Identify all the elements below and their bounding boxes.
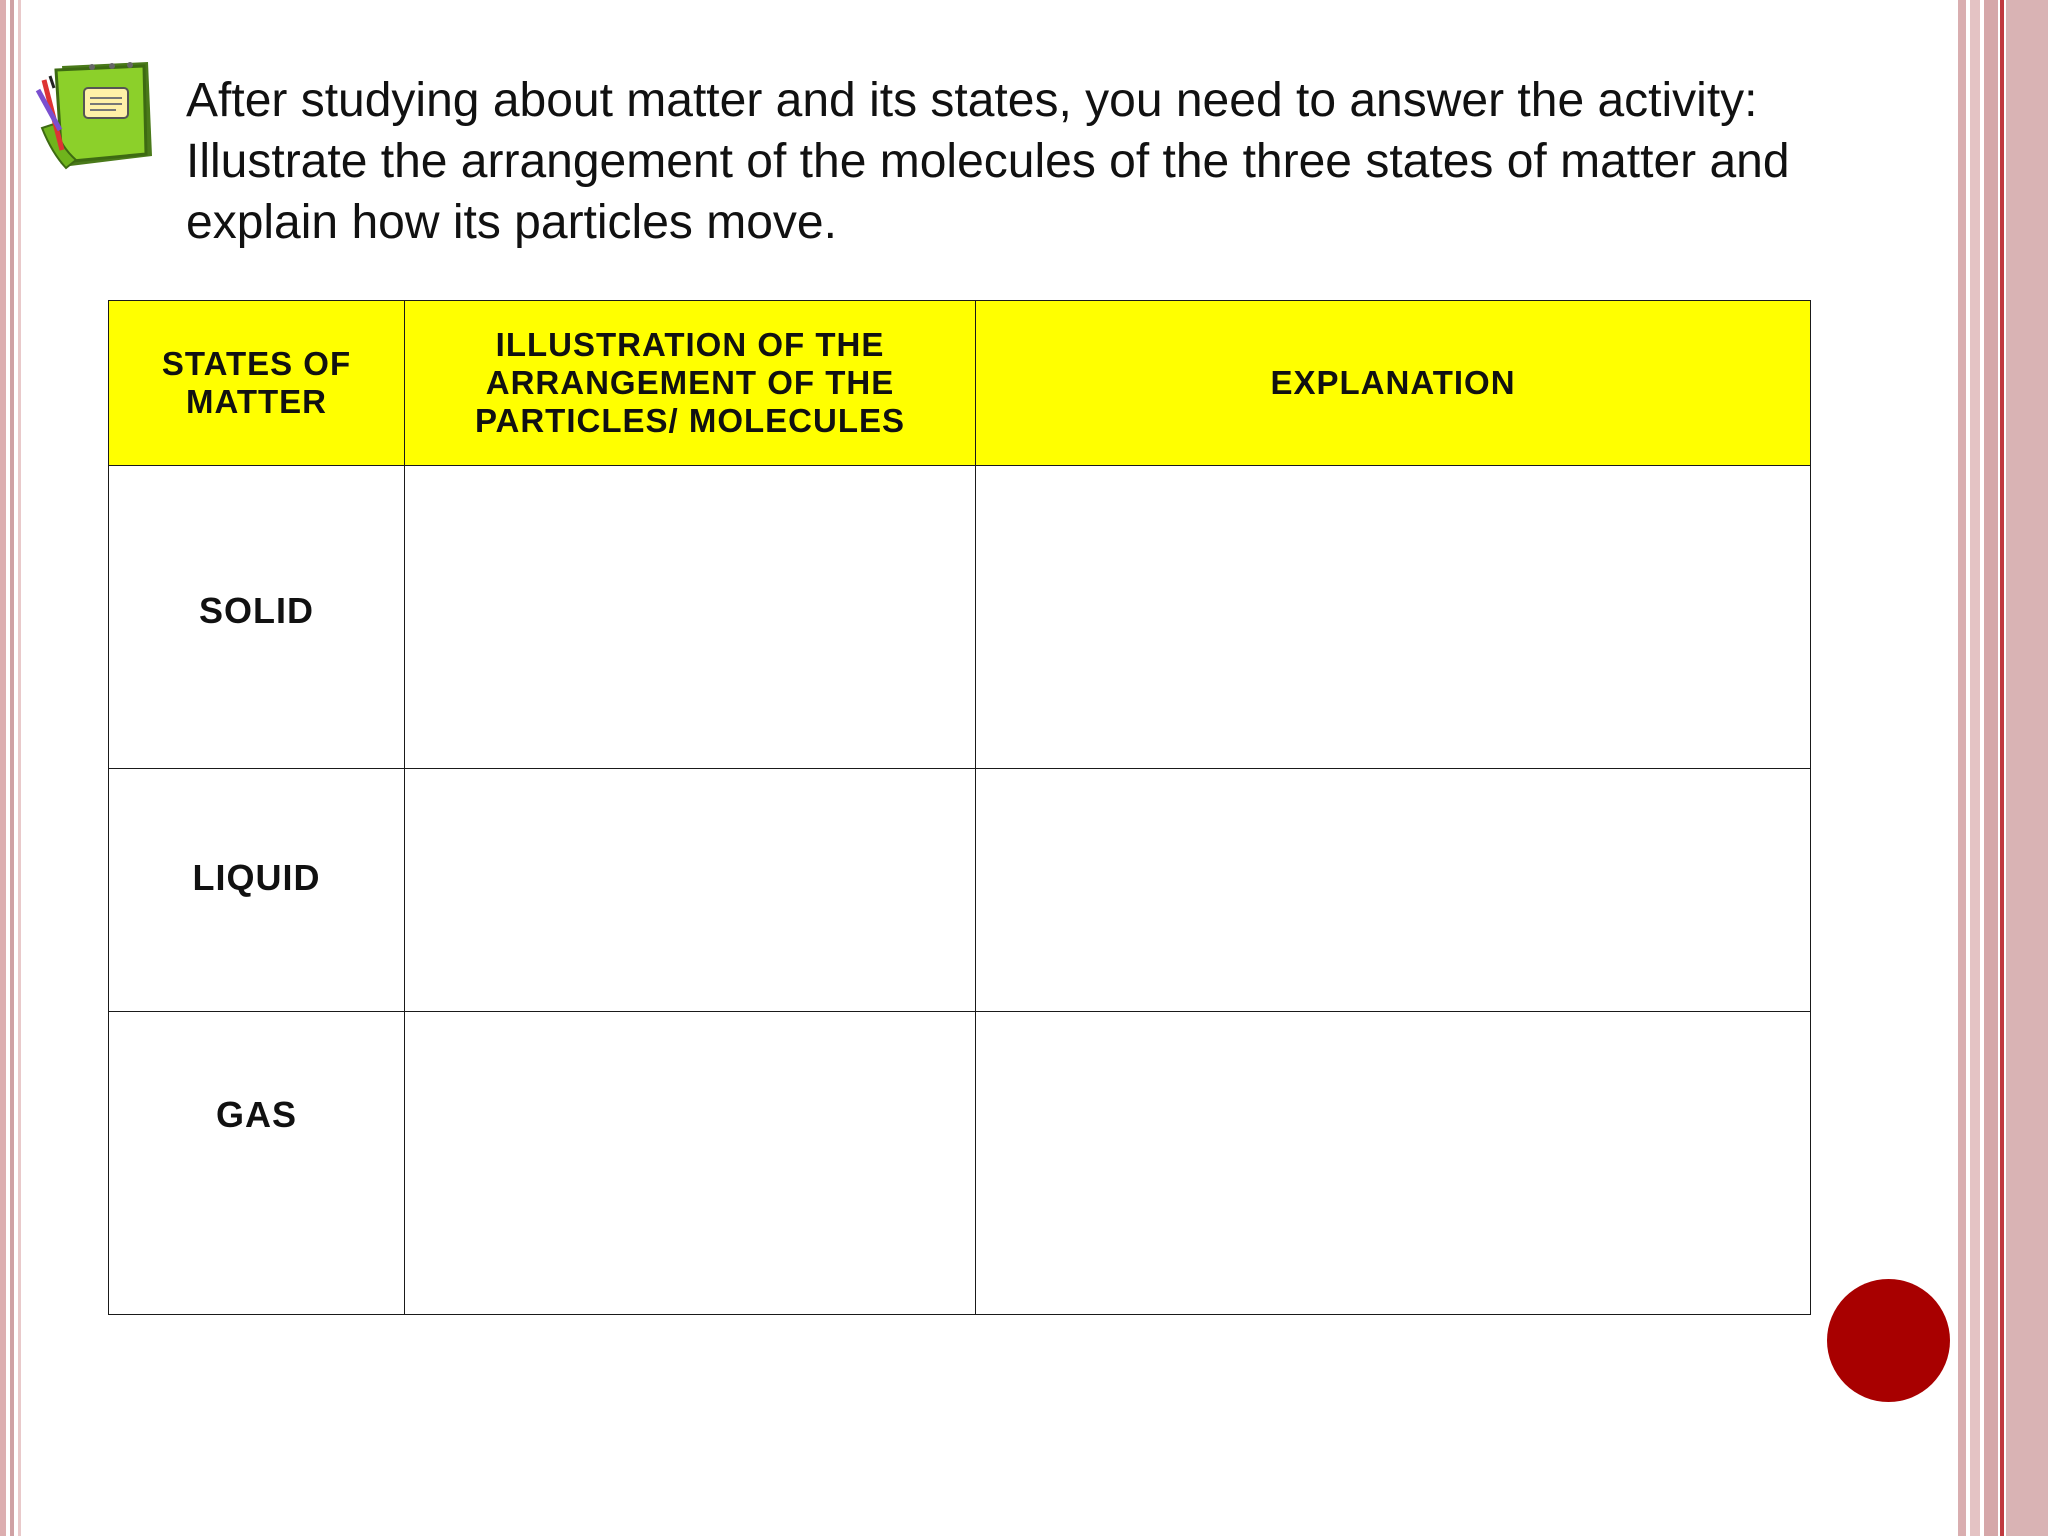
- header-states-of-matter: STATES OF MATTER: [109, 301, 405, 466]
- instructions-line-1: After studying about matter and its states, you need to answer the activity:: [186, 74, 1758, 127]
- left-border-stripe: [0, 0, 6, 1536]
- right-border-stripe: [2006, 0, 2048, 1536]
- right-border-stripe: [2000, 0, 2004, 1536]
- instructions-line-3: explain how its particles move.: [186, 196, 837, 249]
- instructions-line-2: Illustrate the arrangement of the molecules of the three states of matter and: [186, 135, 1790, 188]
- right-border-stripe: [1984, 0, 1998, 1536]
- illustration-cell-liquid[interactable]: [405, 769, 976, 1012]
- explanation-cell-liquid[interactable]: [976, 769, 1811, 1012]
- state-cell-solid: SOLID: [109, 466, 405, 769]
- explanation-cell-solid[interactable]: [976, 466, 1811, 769]
- decorative-red-dot: [1827, 1279, 1950, 1402]
- table-header-row: [109, 301, 1811, 466]
- illustration-cell-gas[interactable]: [405, 1012, 976, 1315]
- illustration-cell-solid[interactable]: [405, 466, 976, 769]
- header-illustration: ILLUSTRATION OF THE ARRANGEMENT OF THE PARTICLES/ MOLECULES: [405, 301, 976, 466]
- left-border-stripe: [10, 0, 14, 1536]
- right-border-stripe: [1970, 0, 1980, 1536]
- state-cell-liquid: LIQUID: [109, 769, 405, 1012]
- state-cell-gas: GAS: [109, 1012, 405, 1315]
- explanation-cell-gas[interactable]: [976, 1012, 1811, 1315]
- table-row: [109, 769, 1811, 1012]
- states-of-matter-table: [108, 300, 1811, 1315]
- table-row: [109, 466, 1811, 769]
- header-explanation: EXPLANATION: [976, 301, 1811, 466]
- table-row: [109, 1012, 1811, 1315]
- left-border-stripe: [18, 0, 21, 1536]
- activity-instructions: [186, 70, 1926, 253]
- notepad-icon: [32, 58, 156, 174]
- right-border-stripe: [1958, 0, 1966, 1536]
